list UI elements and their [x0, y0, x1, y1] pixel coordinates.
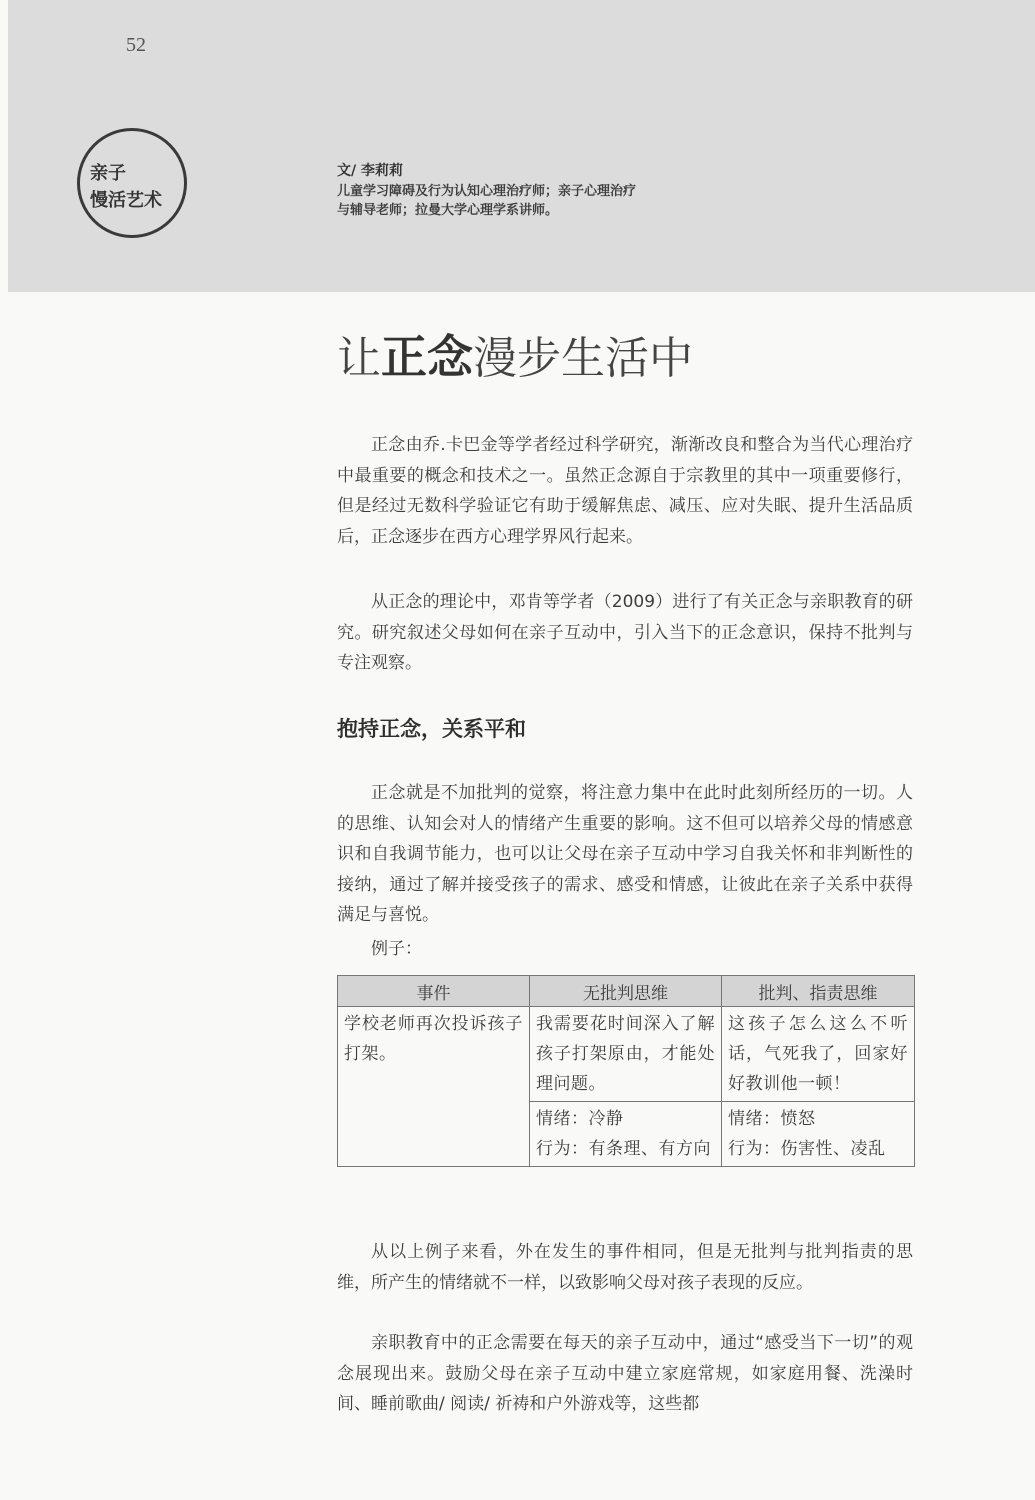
paragraph-1: 正念由乔.卡巴金等学者经过科学研究，渐渐改良和整合为当代心理治疗中最重要的概念和技术之一。虽然正念源自于宗教里的其中一项重要修行，但是经过无数科学验证它有助于缓解焦虑、减压、应对失眠、提升生活品质后，正念逐步在西方心理学界风行起来。	[337, 435, 913, 547]
comparison-table	[337, 975, 915, 1167]
table-cell-judgmental-thought: 这孩子怎么这么不听话，气死我了，回家好好教训他一顿！	[722, 1007, 915, 1102]
paragraph-2: 从正念的理论中，邓肯等学者（2009）进行了有关正念与亲职教育的研究。研究叙述父母如何在亲子互动中，引入当下的正念意识，保持不批判与专注观察。	[337, 592, 913, 673]
table-header-nonjudgmental: 无批判思维	[530, 976, 722, 1007]
article-title	[337, 326, 693, 390]
author-block	[337, 160, 657, 220]
column-name-line1: 亲子	[90, 163, 126, 184]
author-bio: 儿童学习障碍及行为认知心理治疗师；亲子心理治疗与辅导老师；拉曼大学心理学系讲师。	[337, 184, 637, 218]
judgmental-behavior: 行为：伤害性、凌乱	[728, 1139, 886, 1159]
author-name: 文/ 李莉莉	[337, 163, 403, 179]
judgmental-emotion: 情绪：愤怒	[728, 1109, 816, 1129]
column-badge-label	[90, 160, 200, 214]
paragraph-3: 正念就是不加批判的觉察，将注意力集中在此时此刻所经历的一切。人的思维、认知会对人的情绪产生重要的影响。这不但可以培养父母的情感意识和自我调节能力，也可以让父母在亲子互动中学习自我关怀和非判断性的接纳，通过了解并接受孩子的需求、感受和情感，让彼此在亲子关系中获得满足与喜悦。	[337, 783, 913, 925]
paragraph-5: 亲职教育中的正念需要在每天的亲子互动中，通过“感受当下一切”的观念展现出来。鼓励父母在亲子互动中建立家庭常规，如家庭用餐、洗澡时间、睡前歌曲/ 阅读/ 祈祷和户外游戏等，这些都	[337, 1333, 913, 1414]
section-heading: 抱持正念，关系平和	[337, 717, 526, 741]
title-prefix: 让	[337, 333, 381, 384]
table-cell-judgmental-reaction	[722, 1102, 915, 1167]
title-suffix: 漫步生活中	[473, 333, 693, 384]
example-label: 例子：	[371, 939, 422, 959]
table-header-judgmental: 批判、指责思维	[722, 976, 915, 1007]
column-name-line2: 慢活艺术	[90, 190, 162, 211]
table-header-row	[338, 976, 915, 1007]
table-row-thoughts	[338, 1007, 915, 1102]
nonjudgmental-emotion: 情绪：冷静	[536, 1109, 624, 1129]
nonjudgmental-behavior: 行为：有条理、有方向	[536, 1139, 711, 1159]
table-cell-nonjudgmental-thought: 我需要花时间深入了解孩子打架原由，才能处理问题。	[530, 1007, 722, 1102]
page-number: 52	[126, 34, 146, 56]
table-cell-event: 学校老师再次投诉孩子打架。	[338, 1007, 530, 1167]
table-cell-nonjudgmental-reaction	[530, 1102, 722, 1167]
paragraph-4: 从以上例子来看，外在发生的事件相同，但是无批判与批判指责的思维，所产生的情绪就不一样，以致影响父母对孩子表现的反应。	[337, 1242, 913, 1293]
title-emphasis: 正念	[381, 330, 473, 384]
table-header-event: 事件	[338, 976, 530, 1007]
